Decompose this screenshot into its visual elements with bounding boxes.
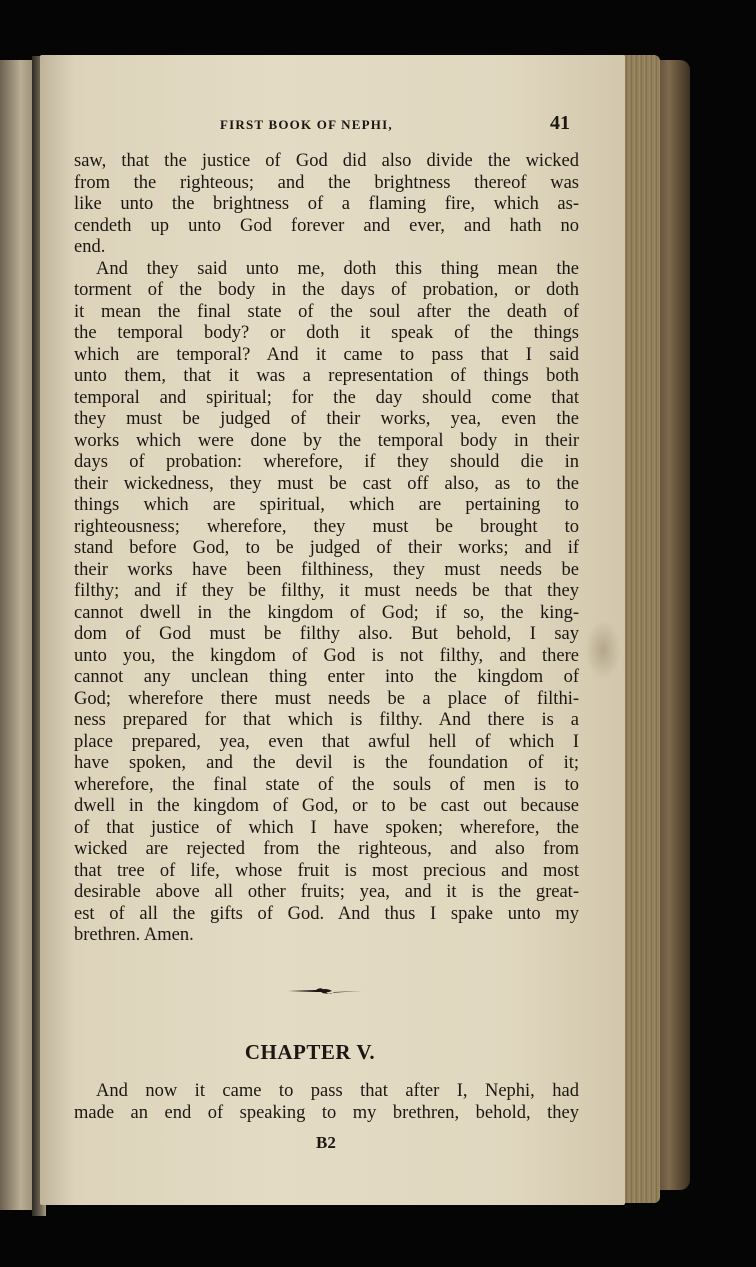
text-line: brethren. Amen. <box>74 925 194 945</box>
text-line: days of probation: wherefore, if they should die in <box>74 452 579 472</box>
text-line: desirable above all other fruits; yea, and it is the great- <box>74 882 579 902</box>
text-line: wicked are rejected from the righteous, and also from <box>74 839 579 859</box>
text-line: it mean the final state of the soul after the death of <box>74 301 579 322</box>
running-head <box>220 112 580 138</box>
text-line: their wickedness, they must be cast off also, as to the <box>74 473 579 494</box>
text-line: have spoken, and the devil is the foundation of it; <box>74 753 579 773</box>
paper-stain <box>585 620 621 680</box>
text-line: their works have been filthiness, they must needs be <box>74 559 579 580</box>
text-line: unto you, the kingdom of God is not filthy, and there <box>74 645 579 666</box>
signature-mark: B2 <box>316 1133 336 1152</box>
chapter-heading: CHAPTER V. <box>244 1040 376 1064</box>
text-line: temporal and spiritual; for the day should come that <box>74 387 579 408</box>
text-line: saw, that the justice of God did also divide the wicked <box>74 151 579 171</box>
text-line: est of all the gifts of God. And thus I spake unto my <box>74 903 579 924</box>
book-cover-edge <box>655 60 690 1190</box>
page-number: 41 <box>550 112 570 134</box>
chapter-text <box>74 1081 579 1124</box>
text-line: works which were done by the temporal body in their <box>74 430 579 451</box>
text-line: the temporal body? or doth it speak of the things <box>74 323 579 343</box>
section-ornament <box>288 984 362 998</box>
text-line: stand before God, to be judged of their works; and if <box>74 538 579 558</box>
text-line: torment of the body in the days of probation, or doth <box>74 280 579 300</box>
text-line: cannot any unclean thing enter into the kingdom of <box>74 667 579 687</box>
text-line: that tree of life, whose fruit is most precious and most <box>74 860 579 881</box>
text-line: place prepared, yea, even that awful hell of which I <box>74 731 579 752</box>
text-line: dwell in the kingdom of God, or to be cast out because <box>74 796 579 816</box>
body-text <box>74 151 579 947</box>
text-line: And now it came to pass that after I, Nephi, had <box>96 1081 579 1101</box>
text-line: filthy; and if they be filthy, it must needs be that they <box>74 581 579 601</box>
running-head-title: FIRST BOOK OF NEPHI, <box>220 117 393 132</box>
text-line: righteousness; wherefore, they must be brought to <box>74 516 579 537</box>
text-line: end. <box>74 237 106 257</box>
text-line: which are temporal? And it came to pass that I said <box>74 344 579 365</box>
text-line: And they said unto me, doth this thing mean the <box>96 258 579 279</box>
text-line: ness prepared for that which is filthy. And there is a <box>74 710 579 730</box>
text-line: of that justice of which I have spoken; wherefore, the <box>74 817 579 838</box>
text-line: wherefore, the final state of the souls of men is to <box>74 774 579 795</box>
text-line: things which are spiritual, which are pertaining to <box>74 495 579 515</box>
text-line: made an end of speaking to my brethren, behold, they <box>74 1102 579 1123</box>
text-line: cannot dwell in the kingdom of God; if so, the king- <box>74 602 579 623</box>
text-line: dom of God must be filthy also. But behold, I say <box>74 624 579 644</box>
text-line: from the righteous; and the brightness thereof was <box>74 172 579 193</box>
text-line: God; wherefore there must needs be a place of filthi- <box>74 688 579 709</box>
text-line: cendeth up unto God forever and ever, and hath no <box>74 215 579 236</box>
text-line: unto them, that it was a representation of things both <box>74 366 579 386</box>
text-line: like unto the brightness of a flaming fire, which as- <box>74 194 579 214</box>
text-line: they must be judged of their works, yea, even the <box>74 409 579 429</box>
